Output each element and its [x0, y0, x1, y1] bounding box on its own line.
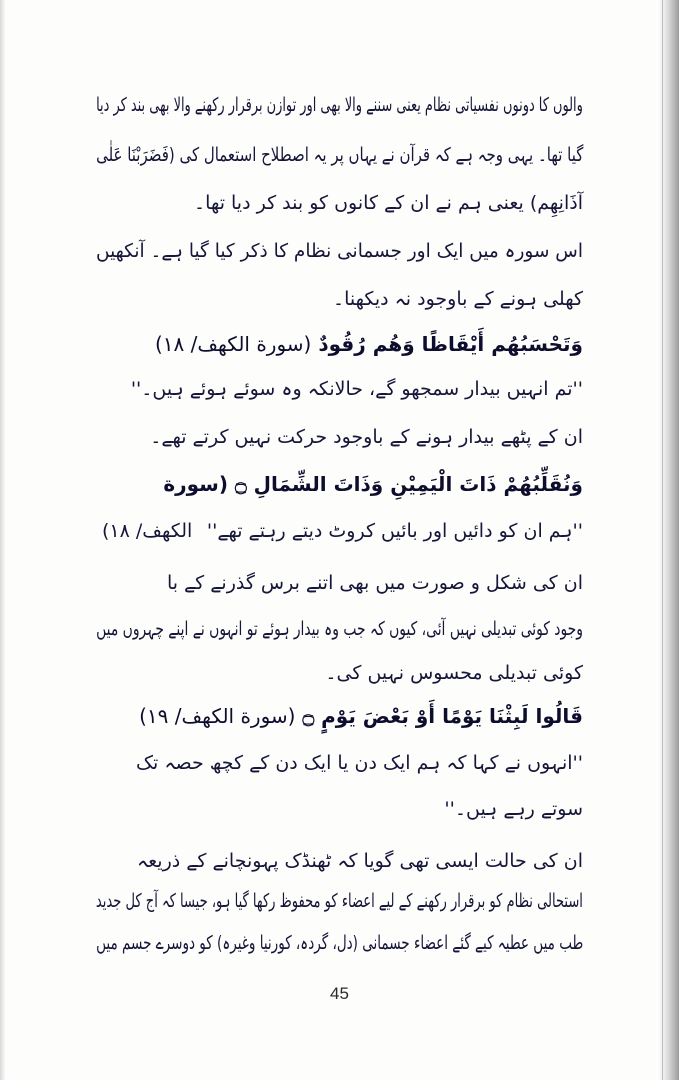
paragraph-line: وجود کوئی تبدیلی نہیں آئی، کیوں کہ جب وہ بیدار ہوئے تو انہوں نے اپنے چہروں میں — [96, 618, 583, 640]
paragraph-line: گیا تھا۔ یہی وجہ ہے کہ قرآن نے یہاں پر یہ اصطلاح استعمال کی (فَضَرَبْنَا عَلٰی — [95, 144, 583, 166]
paragraph-line: استحالی نظام کو برقرار رکھنے کے لیے اعضاء کو محفوظ رکھا گیا ہو، جیسا کہ آج کل جدید — [95, 890, 583, 912]
page-left-edge — [0, 0, 6, 1080]
page-number: 45 — [330, 984, 349, 1003]
verse-reference: (سورة الکهف/ ١٩) — [139, 704, 296, 728]
paragraph-line: والوں کا دونوں نفسیاتی نظام یعنی سننے والا بھی اور توازن برقرار رکھنے والا بھی بند کر دیا — [96, 94, 583, 116]
paragraph-line: آذَانِهِم) یعنی ہم نے ان کے کانوں کو بند کر دیا تھا۔ — [194, 192, 583, 214]
verse-translation: ''ہم ان کو دائیں اور بائیں کروٹ دیتے رہتے تھے'' — [206, 520, 583, 542]
verse-arabic: وَتَحْسَبُهُم أَيْقَاظًا وَهُم رُقُودٌ — [318, 332, 583, 356]
verse-arabic: قَالُوا لَبِثْنَا يَوْمًا أَوْ بَعْضَ يَوْمٍ ۝ — [302, 704, 583, 728]
paragraph-line: طب میں عطیہ کیے گئے اعضاء جسمانی (دل، گردہ، کورنیا وغیرہ) کو دوسرے جسم میں — [95, 932, 583, 954]
quran-verse-3 — [139, 702, 583, 730]
spine-crease — [662, 0, 663, 1080]
paragraph-line: اس سورہ میں ایک اور جسمانی نظام کا ذکر کیا گیا ہے۔ آنکھیں — [96, 240, 583, 262]
verse-reference: (سورة الکهف/ ١٨) — [154, 332, 312, 356]
quran-verse-1 — [155, 330, 583, 358]
book-spine-shadow — [657, 0, 679, 1080]
verse-reference: الکهف/ ١٨) — [102, 520, 193, 542]
paragraph-line: کوئی تبدیلی محسوس نہیں کی۔ — [325, 662, 583, 684]
verse-translation: سوتے رہے ہیں۔'' — [444, 798, 583, 820]
verse-translation: ''انہوں نے کہا کہ ہم ایک دن یا ایک دن کے کچھ حصہ تک — [136, 752, 583, 774]
paragraph-line: ان کی شکل و صورت میں بھی اتنے برس گذرنے کے با — [166, 572, 583, 594]
paragraph-line: ان کے پٹھے بیدار ہونے کے باوجود حرکت نہیں کرتے تھے۔ — [150, 426, 583, 448]
paragraph-line: کھلی ہونے کے باوجود نہ دیکھنا۔ — [332, 288, 583, 310]
quran-verse-2: وَنُقَلِّبُهُمْ ذَاتَ الْيَمِيْنِ وَذَاتَ الشِّمَالِ ۝ (سورة — [163, 472, 583, 496]
paragraph-line: ان کی حالت ایسی تھی گویا کہ ٹھنڈک پہونچانے کے ذریعہ — [137, 850, 583, 872]
verse-translation: ''تم انہیں بیدار سمجھو گے، حالانکہ وہ سوئے ہوئے ہیں۔'' — [130, 378, 583, 400]
